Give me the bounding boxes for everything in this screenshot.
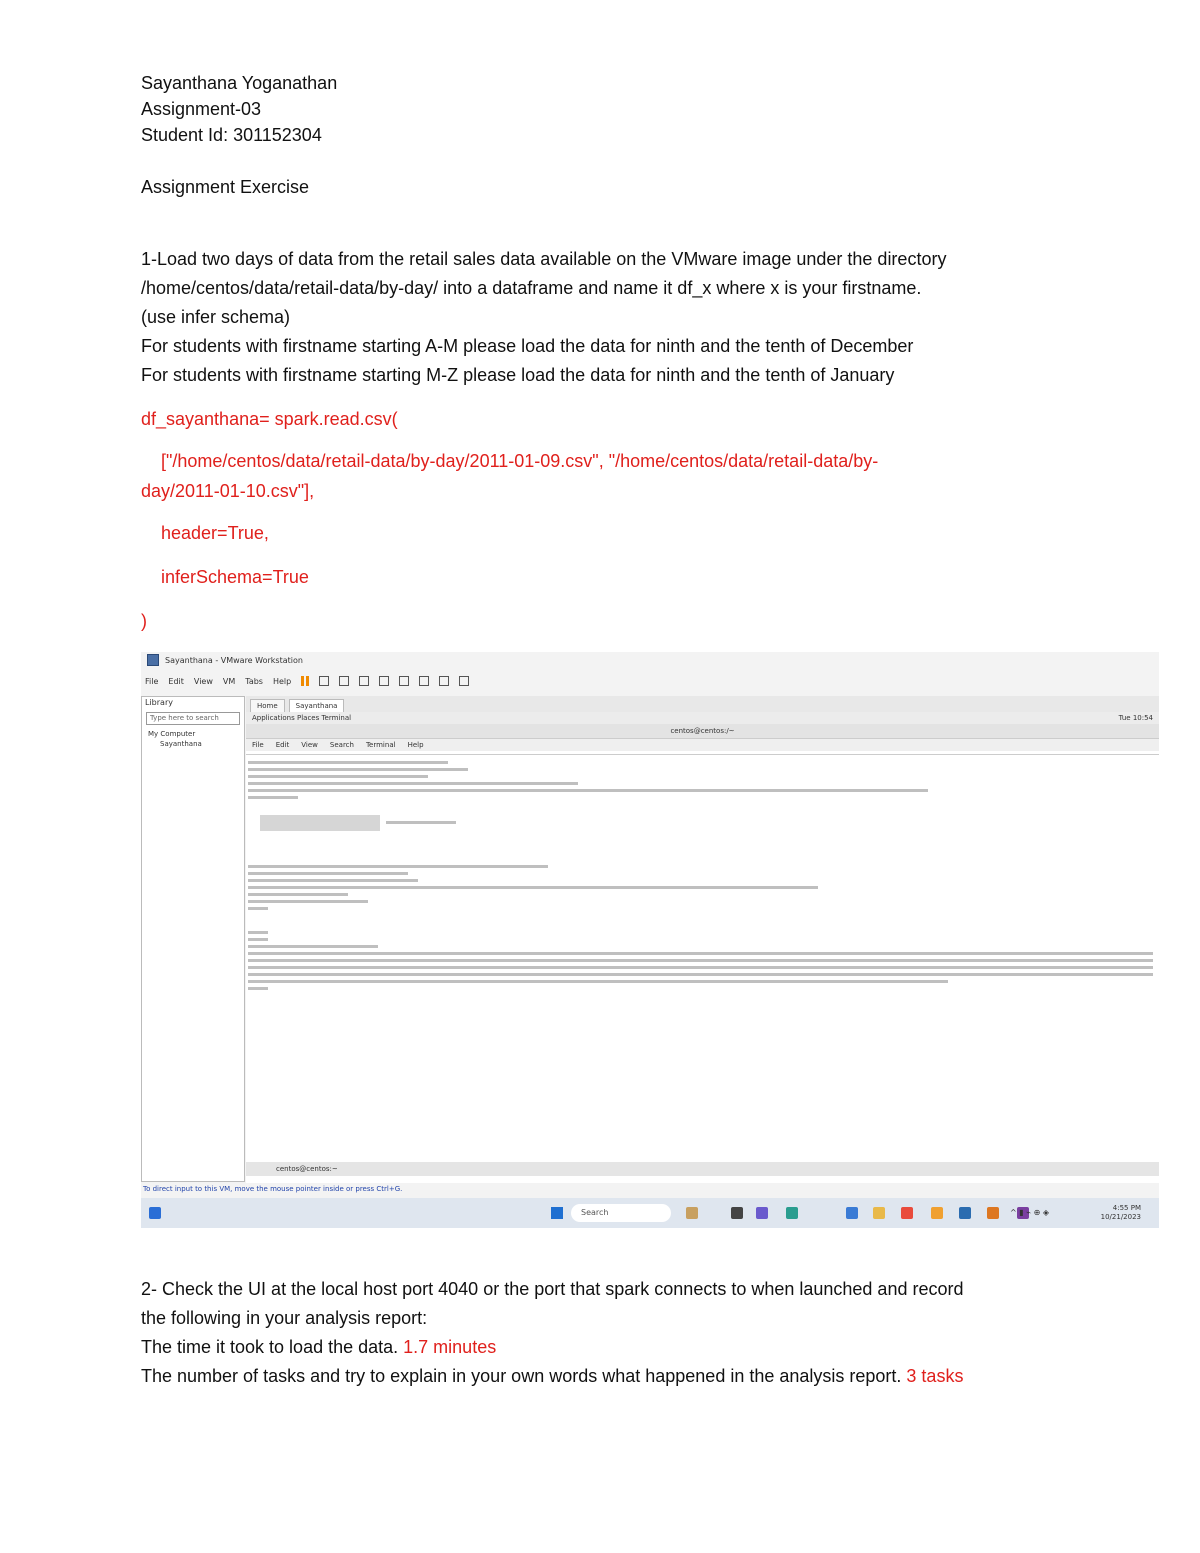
q2-section <box>141 1276 1061 1389</box>
code-line-1: df_sayanthana= spark.read.csv( <box>141 409 398 429</box>
clock-time: 4:55 PM <box>1112 1204 1141 1212</box>
q2-line-3 <box>141 1334 1061 1360</box>
app-icon[interactable] <box>686 1207 698 1219</box>
terminal-text-line <box>248 973 1153 976</box>
manage-snapshots-icon[interactable] <box>379 676 389 686</box>
vm-tabs <box>246 696 1159 712</box>
menu-bar <box>141 672 1159 690</box>
q2-line-2: the following in your analysis report: <box>141 1308 428 1328</box>
menu-file[interactable]: File <box>145 676 159 686</box>
folder-icon[interactable] <box>873 1207 885 1219</box>
terminal-text-line <box>248 938 268 941</box>
terminal-output[interactable] <box>246 754 1159 1183</box>
view-mode-icon[interactable] <box>399 676 409 686</box>
terminal-text-line <box>248 931 268 934</box>
chrome-icon[interactable] <box>901 1207 913 1219</box>
terminal-task-button[interactable]: centos@centos:~ <box>276 1165 338 1173</box>
q2-line-4 <box>141 1363 1061 1389</box>
menu-vm[interactable]: VM <box>222 676 236 686</box>
clock-date: 10/21/2023 <box>1100 1213 1141 1221</box>
gnome-clock: Tue 10:54 <box>1118 714 1153 722</box>
terminal-text-line <box>248 900 368 903</box>
terminal-text-line <box>248 886 818 889</box>
console-icon[interactable] <box>459 676 469 686</box>
terminal-text-line <box>248 789 928 792</box>
terminal-text-line <box>248 782 578 785</box>
terminal-text-line <box>248 879 418 882</box>
gnome-menus[interactable]: Applications Places Terminal <box>252 714 352 722</box>
menu-help[interactable]: Help <box>272 676 292 686</box>
menu-tabs[interactable]: Tabs <box>245 676 263 686</box>
author-name: Sayanthana Yoganathan <box>141 73 338 93</box>
terminal-text-line <box>248 959 1153 962</box>
terminal-text-line <box>248 761 448 764</box>
taskbar-search[interactable]: Search <box>571 1204 671 1222</box>
terminal-text-line <box>248 775 428 778</box>
windows-start-icon[interactable] <box>551 1207 563 1219</box>
q1-line-2: /home/centos/data/retail-data/by-day/ into a dataframe and name it df_x where x is your firstname. <box>141 278 922 298</box>
terminal-taskbar <box>246 1162 1159 1176</box>
vmware-taskbar-icon[interactable] <box>987 1207 999 1219</box>
terminal-menu <box>246 739 1159 751</box>
menu-view[interactable]: View <box>193 676 213 686</box>
spark-ascii-logo <box>260 815 380 831</box>
terminal-menu-help[interactable]: Help <box>407 741 424 749</box>
terminal-text-line <box>248 952 1153 955</box>
app-icon[interactable] <box>731 1207 743 1219</box>
code-line-5: inferSchema=True <box>141 567 309 587</box>
document-body <box>141 70 1061 634</box>
student-id: Student Id: 301152304 <box>141 125 322 145</box>
library-title: Library <box>145 698 173 707</box>
q2-line-1: 2- Check the UI at the local host port 4040 or the port that spark connects to when launched and record <box>141 1279 964 1299</box>
app-icon[interactable] <box>931 1207 943 1219</box>
terminal-menu-search[interactable]: Search <box>329 741 354 749</box>
window-title: Sayanthana - VMware Workstation <box>165 655 303 665</box>
mail-icon[interactable] <box>846 1207 858 1219</box>
app-icon[interactable] <box>959 1207 971 1219</box>
library-search-input[interactable]: Type here to search <box>146 712 240 725</box>
terminal-menu-file[interactable]: File <box>252 741 264 749</box>
terminal-text-line <box>248 966 1153 969</box>
menu-edit[interactable]: Edit <box>168 676 184 686</box>
terminal-text-line <box>248 796 298 799</box>
window-titlebar <box>141 652 1159 668</box>
q1-line-4: For students with firstname starting A-M please load the data for ninth and the tenth of December <box>141 336 914 356</box>
library-panel <box>141 696 245 1182</box>
code-line-2: ["/home/centos/data/retail-data/by-day/2011-01-09.csv", "/home/centos/data/retail-data/by- <box>141 451 879 471</box>
unity-icon[interactable] <box>439 676 449 686</box>
app-icon[interactable] <box>786 1207 798 1219</box>
terminal-text-line <box>386 821 456 824</box>
tab-vm[interactable]: Sayanthana <box>289 699 345 712</box>
send-keys-icon[interactable] <box>319 676 329 686</box>
tab-home[interactable]: Home <box>250 699 285 712</box>
q1-line-5: For students with firstname starting M-Z please load the data for ninth and the tenth of January <box>141 365 895 385</box>
terminal-text-line <box>248 865 548 868</box>
gnome-top-bar <box>246 712 1159 724</box>
vmware-screenshot <box>141 652 1159 1228</box>
terminal-title: centos@centos:/~ <box>246 724 1159 739</box>
terminal-text-line <box>248 945 378 948</box>
library-item-my-computer[interactable]: My Computer <box>148 730 196 738</box>
assignment-number: Assignment-03 <box>141 99 262 119</box>
section-title: Assignment Exercise <box>141 177 310 197</box>
code-line-4: header=True, <box>141 523 269 543</box>
terminal-text-line <box>248 980 948 983</box>
q2-tasks-answer: 3 tasks <box>906 1366 964 1386</box>
code-line-6: ) <box>141 611 147 631</box>
widgets-icon[interactable] <box>149 1207 161 1219</box>
terminal-text-line <box>248 768 468 771</box>
vm-main-area <box>246 696 1159 1182</box>
library-item-vm[interactable]: Sayanthana <box>160 740 202 748</box>
terminal-menu-terminal[interactable]: Terminal <box>365 741 396 749</box>
terminal-menu-view[interactable]: View <box>301 741 318 749</box>
terminal-text-line <box>248 893 348 896</box>
q2-time-question: The time it took to load the data. <box>141 1337 404 1357</box>
terminal-text-line <box>248 907 268 910</box>
windows-taskbar <box>141 1198 1159 1228</box>
pause-icon[interactable] <box>301 676 309 686</box>
vmware-logo-icon <box>147 654 159 666</box>
terminal-text-line <box>248 987 268 990</box>
revert-icon[interactable] <box>359 676 369 686</box>
code-line-3: day/2011-01-10.csv"], <box>141 481 315 501</box>
snapshot-icon[interactable] <box>339 676 349 686</box>
fullscreen-icon[interactable] <box>419 676 429 686</box>
vm-status-bar: To direct input to this VM, move the mouse pointer inside or press Ctrl+G. <box>143 1185 403 1193</box>
app-icon[interactable] <box>756 1207 768 1219</box>
q2-time-answer: 1.7 minutes <box>403 1337 497 1357</box>
taskbar-clock[interactable] <box>1101 1204 1141 1222</box>
q1-line-1: 1-Load two days of data from the retail sales data available on the VMware image under the directory <box>141 249 947 269</box>
system-tray[interactable]: ^ ▮ ⌁ ⊕ ◈ <box>1010 1208 1049 1217</box>
terminal-text-line <box>248 872 408 875</box>
terminal-menu-edit[interactable]: Edit <box>275 741 290 749</box>
q1-line-3: (use infer schema) <box>141 307 291 327</box>
q2-tasks-question: The number of tasks and try to explain in your own words what happened in the analysis report. <box>141 1366 907 1386</box>
